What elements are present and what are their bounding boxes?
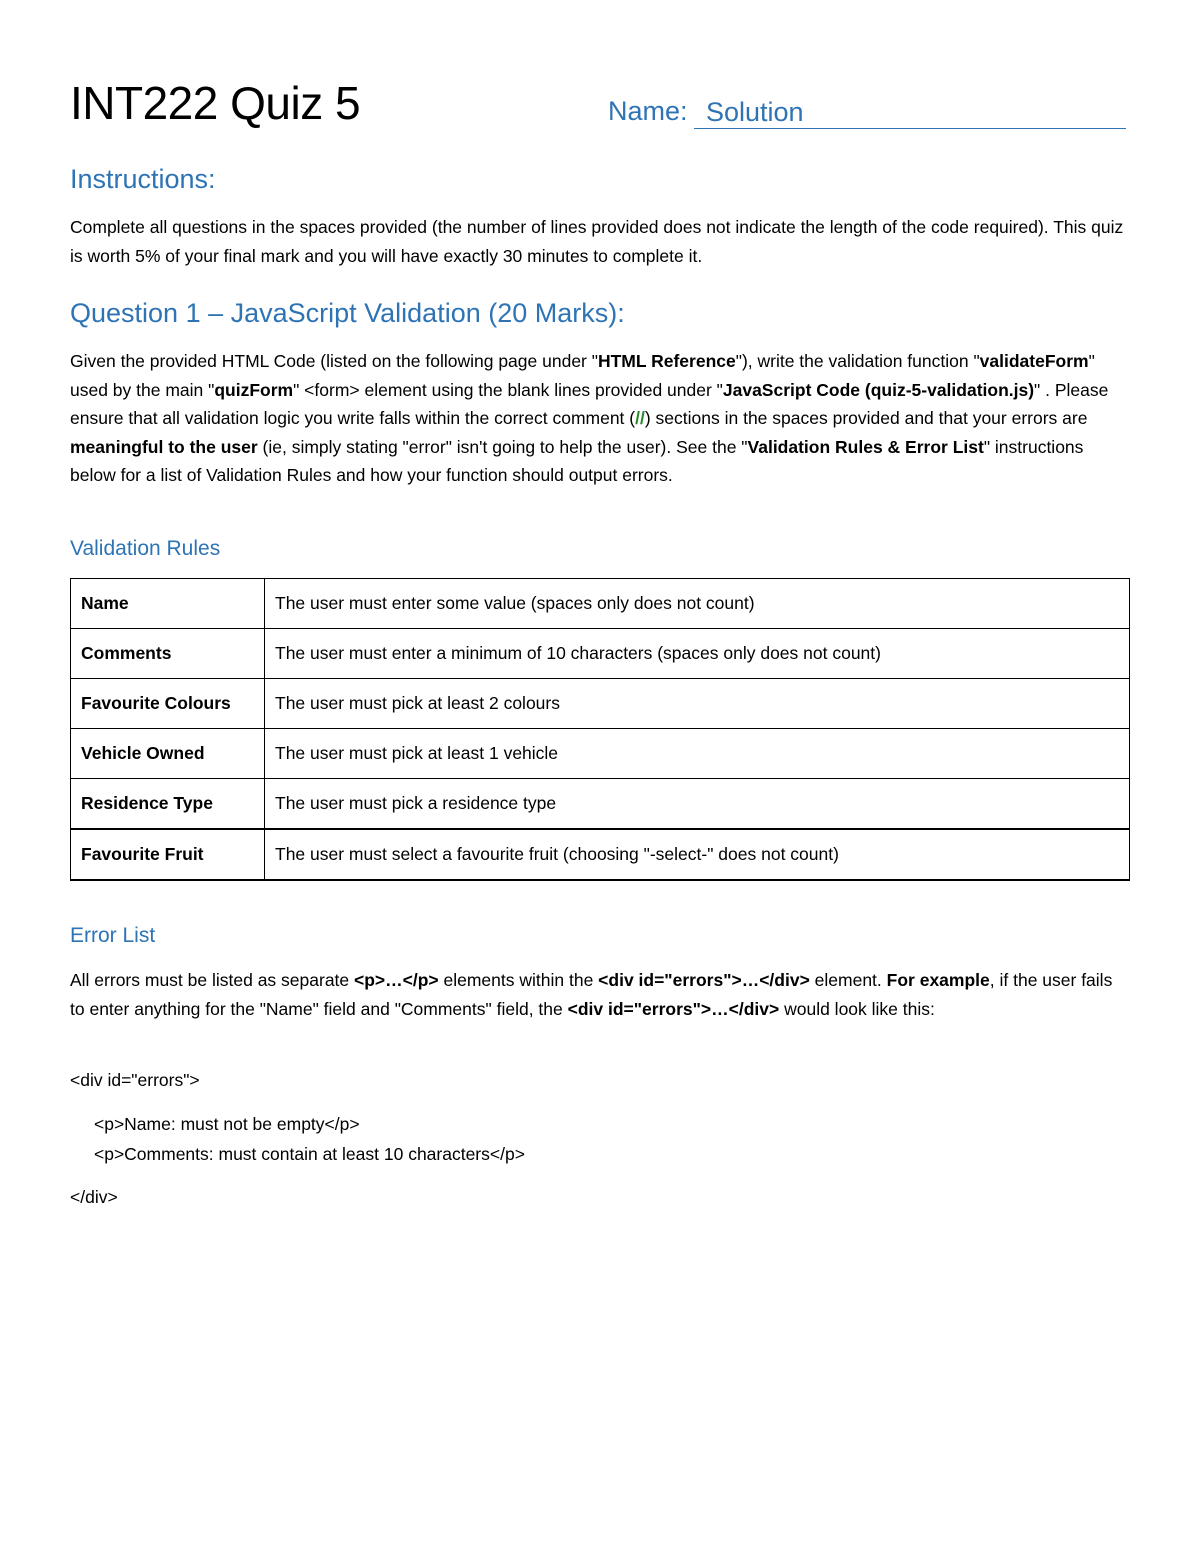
name-field-value: Solution [694,96,1126,129]
rule-description: The user must enter some value (spaces only does not count) [265,579,1130,629]
bold-quizform: quizForm [214,379,294,400]
text-run: " instructions below for a list of Validation Rules and how your function should output errors. [70,436,1084,485]
error-list-heading: Error List [70,924,156,947]
bold-html-reference: HTML Reference [597,351,736,371]
text-run: All errors must be listed as separate [70,970,355,990]
table-row [71,779,1130,830]
text-run: elements within the [438,970,599,990]
rule-description: The user must select a favourite fruit (choosing "-select-" does not count) [265,829,1130,880]
text-run: (ie, simply stating "error" isn't going to help the user). See the " [257,436,748,457]
text-run: Given the provided HTML Code (listed on the following page under " [70,351,598,371]
bold-meaningful: meaningful to the user [70,436,258,457]
rule-description: The user must pick at least 2 colours [265,679,1130,729]
validation-rules-table [70,578,1130,881]
instructions-text: Complete all questions in the spaces provided (the number of lines provided does not indicate the length of the code required). This quiz is worth 5% of your final mark and you will have exactly 30 minutes to complete it. [70,217,1124,266]
rule-field: Favourite Fruit [71,829,265,880]
text-run: "), write the validation function " [735,351,980,371]
bold-div-tag: <div id="errors">…</div> [598,970,810,990]
code-line-comments-error: <p>Comments: must contain at least 10 characters</p> [94,1144,525,1164]
code-line-name-error: <p>Name: must not be empty</p> [94,1114,360,1134]
rule-field: Vehicle Owned [71,729,265,779]
rule-description: The user must enter a minimum of 10 characters (spaces only does not count) [265,629,1130,679]
code-div-open: <div id="errors"> [70,1070,200,1090]
text-run: , if the user fails to enter anything for the "Name" field and "Comments" field, the [70,970,1113,1019]
rule-field: Name [71,579,265,629]
bold-validation-rules-error-list: Validation Rules & Error List [747,436,984,457]
bold-p-tag: <p>…</p> [354,970,439,990]
comment-marker: // [635,408,645,428]
title-row [70,76,1130,136]
page-title: INT222 Quiz 5 [70,77,361,129]
bold-validateform: validateForm [979,351,1089,371]
text-run: " . Please ensure that all validation logic you write falls within the correct comment ( [70,379,1109,428]
bold-for-example: For example [886,970,990,990]
bold-javascript-code: JavaScript Code (quiz-5-validation.js) [722,379,1035,400]
question1-heading: Question 1 – JavaScript Validation (20 Marks): [70,298,625,328]
rule-description: The user must pick at least 1 vehicle [265,729,1130,779]
validation-rules-heading: Validation Rules [70,537,221,560]
text-run: element. [809,970,887,990]
text-run: would look like this: [779,998,935,1019]
table-row [71,829,1130,880]
rule-description: The user must pick a residence type [265,779,1130,830]
instructions-heading: Instructions: [70,164,216,194]
table-row [71,579,1130,629]
rule-field: Comments [71,629,265,679]
rule-field: Favourite Colours [71,679,265,729]
table-row [71,629,1130,679]
name-label: Name: [608,96,688,126]
error-list-paragraph [70,966,1130,1023]
rule-field: Residence Type [71,779,265,830]
table-row [71,679,1130,729]
text-run: ) sections in the spaces provided and that your errors are [644,408,1088,428]
table-row [71,729,1130,779]
text-run: " <form> element using the blank lines provided under " [293,379,723,400]
bold-div-tag: <div id="errors">…</div> [567,998,780,1019]
code-div-close: </div> [70,1187,118,1207]
text-run: " used by the main " [70,351,1095,400]
question1-paragraph [70,347,1130,490]
